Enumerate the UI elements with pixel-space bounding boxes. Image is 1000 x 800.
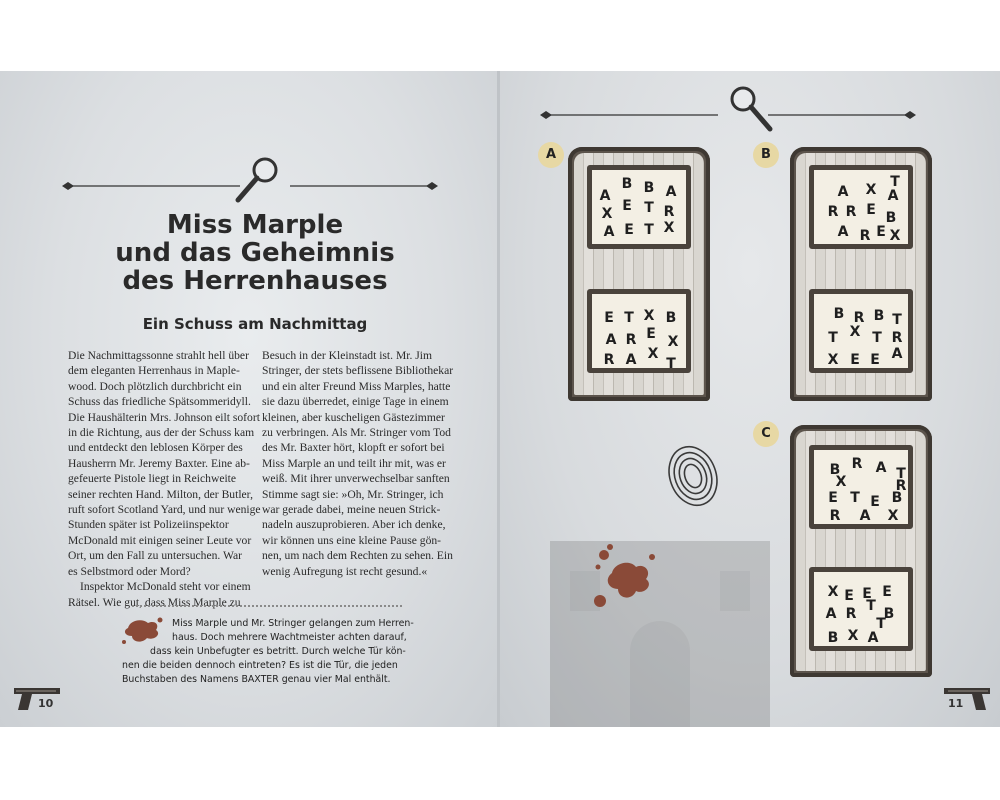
door-letter: A — [887, 188, 899, 204]
door-letter: R — [891, 330, 903, 346]
story-line: Besuch in der Kleinstadt ist. Mr. Jim — [262, 349, 433, 362]
story-line: weiß. Mit ihrer unverwechselbar sanften — [262, 472, 450, 486]
task-line: Buchstaben des Namens BAXTER genau vier Mal enthält. — [122, 674, 391, 685]
door-letter: T — [892, 312, 902, 328]
task-line: dass kein Unbefugter es betritt. Durch welche Tür kön- — [150, 646, 406, 657]
story-line: des Mr. Baxter hört, klopft er sofort bei — [262, 441, 445, 455]
door-b-label: B — [753, 142, 779, 168]
story-line: gefeuerte Pistole liegt in Reichweite — [68, 472, 237, 486]
door-letter: E — [870, 494, 880, 510]
door-letter: T — [866, 598, 876, 614]
door-letter: A — [665, 184, 677, 200]
door-b-bottom-panel — [809, 289, 913, 373]
story-line: Rätsel. Wie gut, dass Miss Marple zu — [68, 595, 241, 609]
story-column-2 — [262, 348, 462, 579]
door-letter: A — [859, 508, 871, 524]
door-letter: T — [624, 310, 634, 326]
door-c[interactable] — [790, 425, 932, 677]
door-letter: B — [891, 490, 903, 506]
door-letter: T — [828, 330, 838, 346]
story-line: in die Richtung, aus der der Schuss kam — [68, 426, 255, 440]
story-line: kleinen, aber kuscheligen Gästezimmer — [262, 410, 445, 424]
door-letter: A — [891, 346, 903, 362]
door-letter: E — [870, 352, 880, 368]
door-letter: E — [876, 224, 886, 240]
door-letter: X — [865, 182, 877, 198]
door-letter: A — [867, 630, 879, 646]
door-letter: A — [837, 224, 849, 240]
task-line: nen die beiden dennoch eintreten? Es ist die Tür, die jeden — [122, 660, 398, 671]
door-letter: B — [665, 310, 677, 326]
story-line: war gerade dabei, meine neuen Strick- — [262, 503, 441, 517]
door-c-label: C — [753, 421, 779, 447]
story-line: sie dazu überredet, einige Tage in einem — [262, 395, 449, 409]
door-letter: X — [663, 220, 675, 236]
task-text — [122, 617, 422, 687]
story-line: Schuss das friedliche Spätsommeridyll. — [68, 395, 251, 409]
story-line: Ort, um den Fall zu untersuchen. War — [68, 549, 243, 563]
door-letter: E — [862, 586, 872, 602]
door-b[interactable] — [790, 147, 932, 401]
story-column-1 — [68, 348, 268, 610]
door-letter: B — [885, 210, 897, 226]
door-c-top-panel — [809, 445, 913, 529]
page-number: 11 — [948, 697, 964, 710]
door-letter: R — [895, 478, 907, 494]
story-line: und entdeckt den leblosen Körper des — [68, 441, 243, 455]
door-letter: R — [859, 228, 871, 244]
door-letter: A — [605, 332, 617, 348]
door-letter: E — [624, 222, 634, 238]
left-page — [0, 71, 497, 727]
door-letter: X — [887, 508, 899, 524]
door-letter: X — [827, 352, 839, 368]
door-letter: R — [603, 352, 615, 368]
door-letter: R — [827, 204, 839, 220]
story-line: Stimme sagt sie: »Oh, Mr. Stringer, ich — [262, 487, 444, 501]
story-line: Stunden später ist Polizeiinspektor — [68, 518, 229, 532]
story-line: nadeln auszuprobieren. Aber ich denke, — [262, 518, 446, 532]
story-line: es Selbstmord oder Mord? — [68, 564, 191, 578]
right-page — [500, 71, 1000, 727]
door-letter: R — [845, 606, 857, 622]
door-letter: E — [622, 198, 632, 214]
page-title: Miss Marple und das Geheimnis des Herrenhauses — [115, 210, 395, 296]
story-line: nen, um nach dem Rechten zu sehen. Ein — [262, 549, 453, 563]
door-letter: B — [873, 308, 885, 324]
story-line: McDonald mit einigen seiner Leute vor — [68, 533, 252, 547]
door-letter: E — [844, 588, 854, 604]
door-letter: B — [827, 630, 839, 646]
page-number: 10 — [38, 697, 54, 710]
story-line: wood. Doch plötzlich durchbricht ein — [68, 379, 242, 393]
task-line: haus. Doch mehrere Wachtmeister achten darauf, — [172, 632, 407, 643]
story-line: Inspektor McDonald steht vor einem — [80, 580, 251, 594]
door-letter: R — [625, 332, 637, 348]
story-line: seiner rechten Hand. Milton, der Butler, — [68, 487, 253, 501]
door-letter: R — [853, 310, 865, 326]
door-letter: B — [883, 606, 895, 622]
door-letter: E — [646, 326, 656, 342]
door-letter: R — [829, 508, 841, 524]
door-letter: B — [621, 176, 633, 192]
door-b-top-panel — [809, 165, 913, 249]
door-a-label: A — [538, 142, 564, 168]
door-letter: X — [647, 346, 659, 362]
door-letter: A — [837, 184, 849, 200]
door-letter: E — [850, 352, 860, 368]
door-letter: B — [643, 180, 655, 196]
story-line: dem eleganten Herrenhaus in Maple- — [68, 364, 240, 378]
door-a[interactable] — [568, 147, 710, 401]
door-letter: T — [890, 174, 900, 190]
door-letter: A — [625, 352, 637, 368]
story-line: und ein alter Freund Miss Marples, hatte — [262, 379, 451, 393]
story-line: ruft sofort Scotland Yard, und nur wenige — [68, 503, 261, 517]
fingerprint-icon — [658, 441, 728, 511]
door-letter: X — [849, 324, 861, 340]
story-line: Stringer, der stets beflissene Bibliothekar — [262, 364, 454, 378]
door-letter: E — [828, 490, 838, 506]
door-letter: X — [889, 228, 901, 244]
door-letter: R — [851, 456, 863, 472]
magnifier-icon — [538, 85, 918, 135]
door-letter: E — [882, 584, 892, 600]
door-letter: A — [603, 224, 615, 240]
door-letter: E — [604, 310, 614, 326]
blood-splatter-icon — [592, 543, 664, 615]
dotted-divider — [132, 605, 402, 607]
door-letter: X — [601, 206, 613, 222]
door-c-bottom-panel — [809, 567, 913, 651]
door-letter: T — [872, 330, 882, 346]
door-letter: B — [829, 462, 841, 478]
door-letter: A — [825, 606, 837, 622]
page-subtitle: Ein Schuss am Nachmittag — [142, 315, 368, 333]
door-letter: T — [666, 356, 676, 372]
door-letter: X — [667, 334, 679, 350]
door-letter: A — [875, 460, 887, 476]
story-line: wenig Aufregung ist recht gesund.« — [262, 564, 428, 578]
door-letter: T — [644, 222, 654, 238]
story-line: Die Nachmittagssonne strahlt hell über — [68, 349, 249, 362]
door-letter: X — [827, 584, 839, 600]
door-letter: T — [876, 616, 886, 632]
door-letter: B — [833, 306, 845, 322]
story-line: Hausherrn Mr. Jeremy Baxter. Eine ab- — [68, 456, 250, 470]
story-line: wir können uns eine kleine Pause gön- — [262, 533, 442, 547]
door-letter: R — [663, 204, 675, 220]
story-line: Die Haushälterin Mrs. Johnson eilt sofort — [68, 410, 260, 424]
door-letter: E — [866, 202, 876, 218]
door-letter: X — [835, 474, 847, 490]
door-letter: X — [643, 308, 655, 324]
story-line: zu verbringen. Als Mr. Stringer vom Tod — [262, 426, 451, 440]
magnifier-icon — [60, 156, 440, 206]
door-letter: T — [850, 490, 860, 506]
door-letter: T — [896, 466, 906, 482]
door-letter: T — [644, 200, 654, 216]
story-line: Miss Marple an und teilt ihr mit, was er — [262, 456, 446, 470]
task-line: Miss Marple und Mr. Stringer gelangen zum Herren- — [172, 618, 414, 629]
door-a-bottom-panel — [587, 289, 691, 373]
door-a-top-panel — [587, 165, 691, 249]
door-letter: A — [599, 188, 611, 204]
door-letter: X — [847, 628, 859, 644]
door-letter: R — [845, 204, 857, 220]
